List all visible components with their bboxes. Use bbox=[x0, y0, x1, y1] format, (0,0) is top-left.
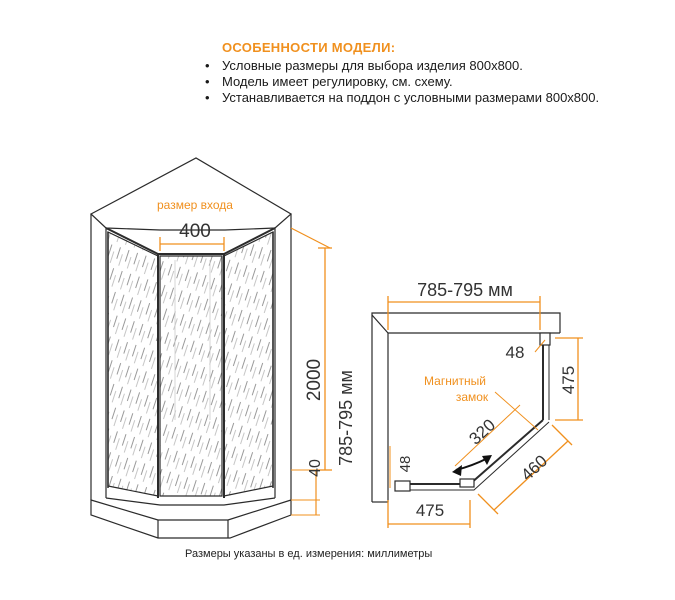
door-width-value: 320 bbox=[465, 415, 500, 449]
glass-panel-left bbox=[108, 232, 158, 496]
features-title: ОСОБЕННОСТИ МОДЕЛИ: bbox=[222, 40, 396, 55]
entry-width-value: 400 bbox=[179, 221, 211, 242]
glass-panel-right bbox=[224, 232, 273, 496]
feature-text: Модель имеет регулировку, см. схему. bbox=[222, 74, 453, 89]
profile-right-value: 48 bbox=[505, 343, 525, 362]
height-value: 2000 bbox=[304, 358, 325, 402]
front-view bbox=[91, 158, 291, 538]
plan-width-value: 785-795 мм bbox=[417, 280, 513, 300]
side-right-value: 475 bbox=[559, 365, 578, 395]
plan-dimensions bbox=[388, 296, 583, 528]
entry-label: размер входа bbox=[157, 198, 233, 212]
right-wall-profile bbox=[540, 333, 550, 345]
feature-text: Условные размеры для выбора изделия 800х800. bbox=[222, 58, 523, 73]
profile-left-value: 48 bbox=[397, 455, 414, 473]
bullet-icon: • bbox=[205, 58, 210, 73]
bottom-wall-profile bbox=[395, 481, 410, 491]
units-footnote: Размеры указаны в ед. измерения: миллиметры bbox=[185, 548, 433, 560]
side-bottom-value: 475 bbox=[415, 501, 445, 520]
depth-range-value: 785-795 мм bbox=[336, 370, 356, 466]
shower-tray bbox=[91, 500, 291, 538]
magnet-label-line2: замок bbox=[455, 390, 489, 404]
bullet-icon: • bbox=[205, 90, 210, 105]
glass-panel-center bbox=[160, 256, 222, 496]
bullet-icon: • bbox=[205, 74, 210, 89]
base-height-value: 40 bbox=[307, 459, 324, 477]
height-dimension bbox=[291, 228, 356, 515]
top-cap bbox=[91, 158, 291, 230]
diagonal-value: 460 bbox=[517, 451, 552, 485]
feature-text: Устанавливается на поддон с условными размерами 800х800. bbox=[222, 90, 600, 105]
magnet-label-line1: Магнитный bbox=[424, 374, 486, 388]
